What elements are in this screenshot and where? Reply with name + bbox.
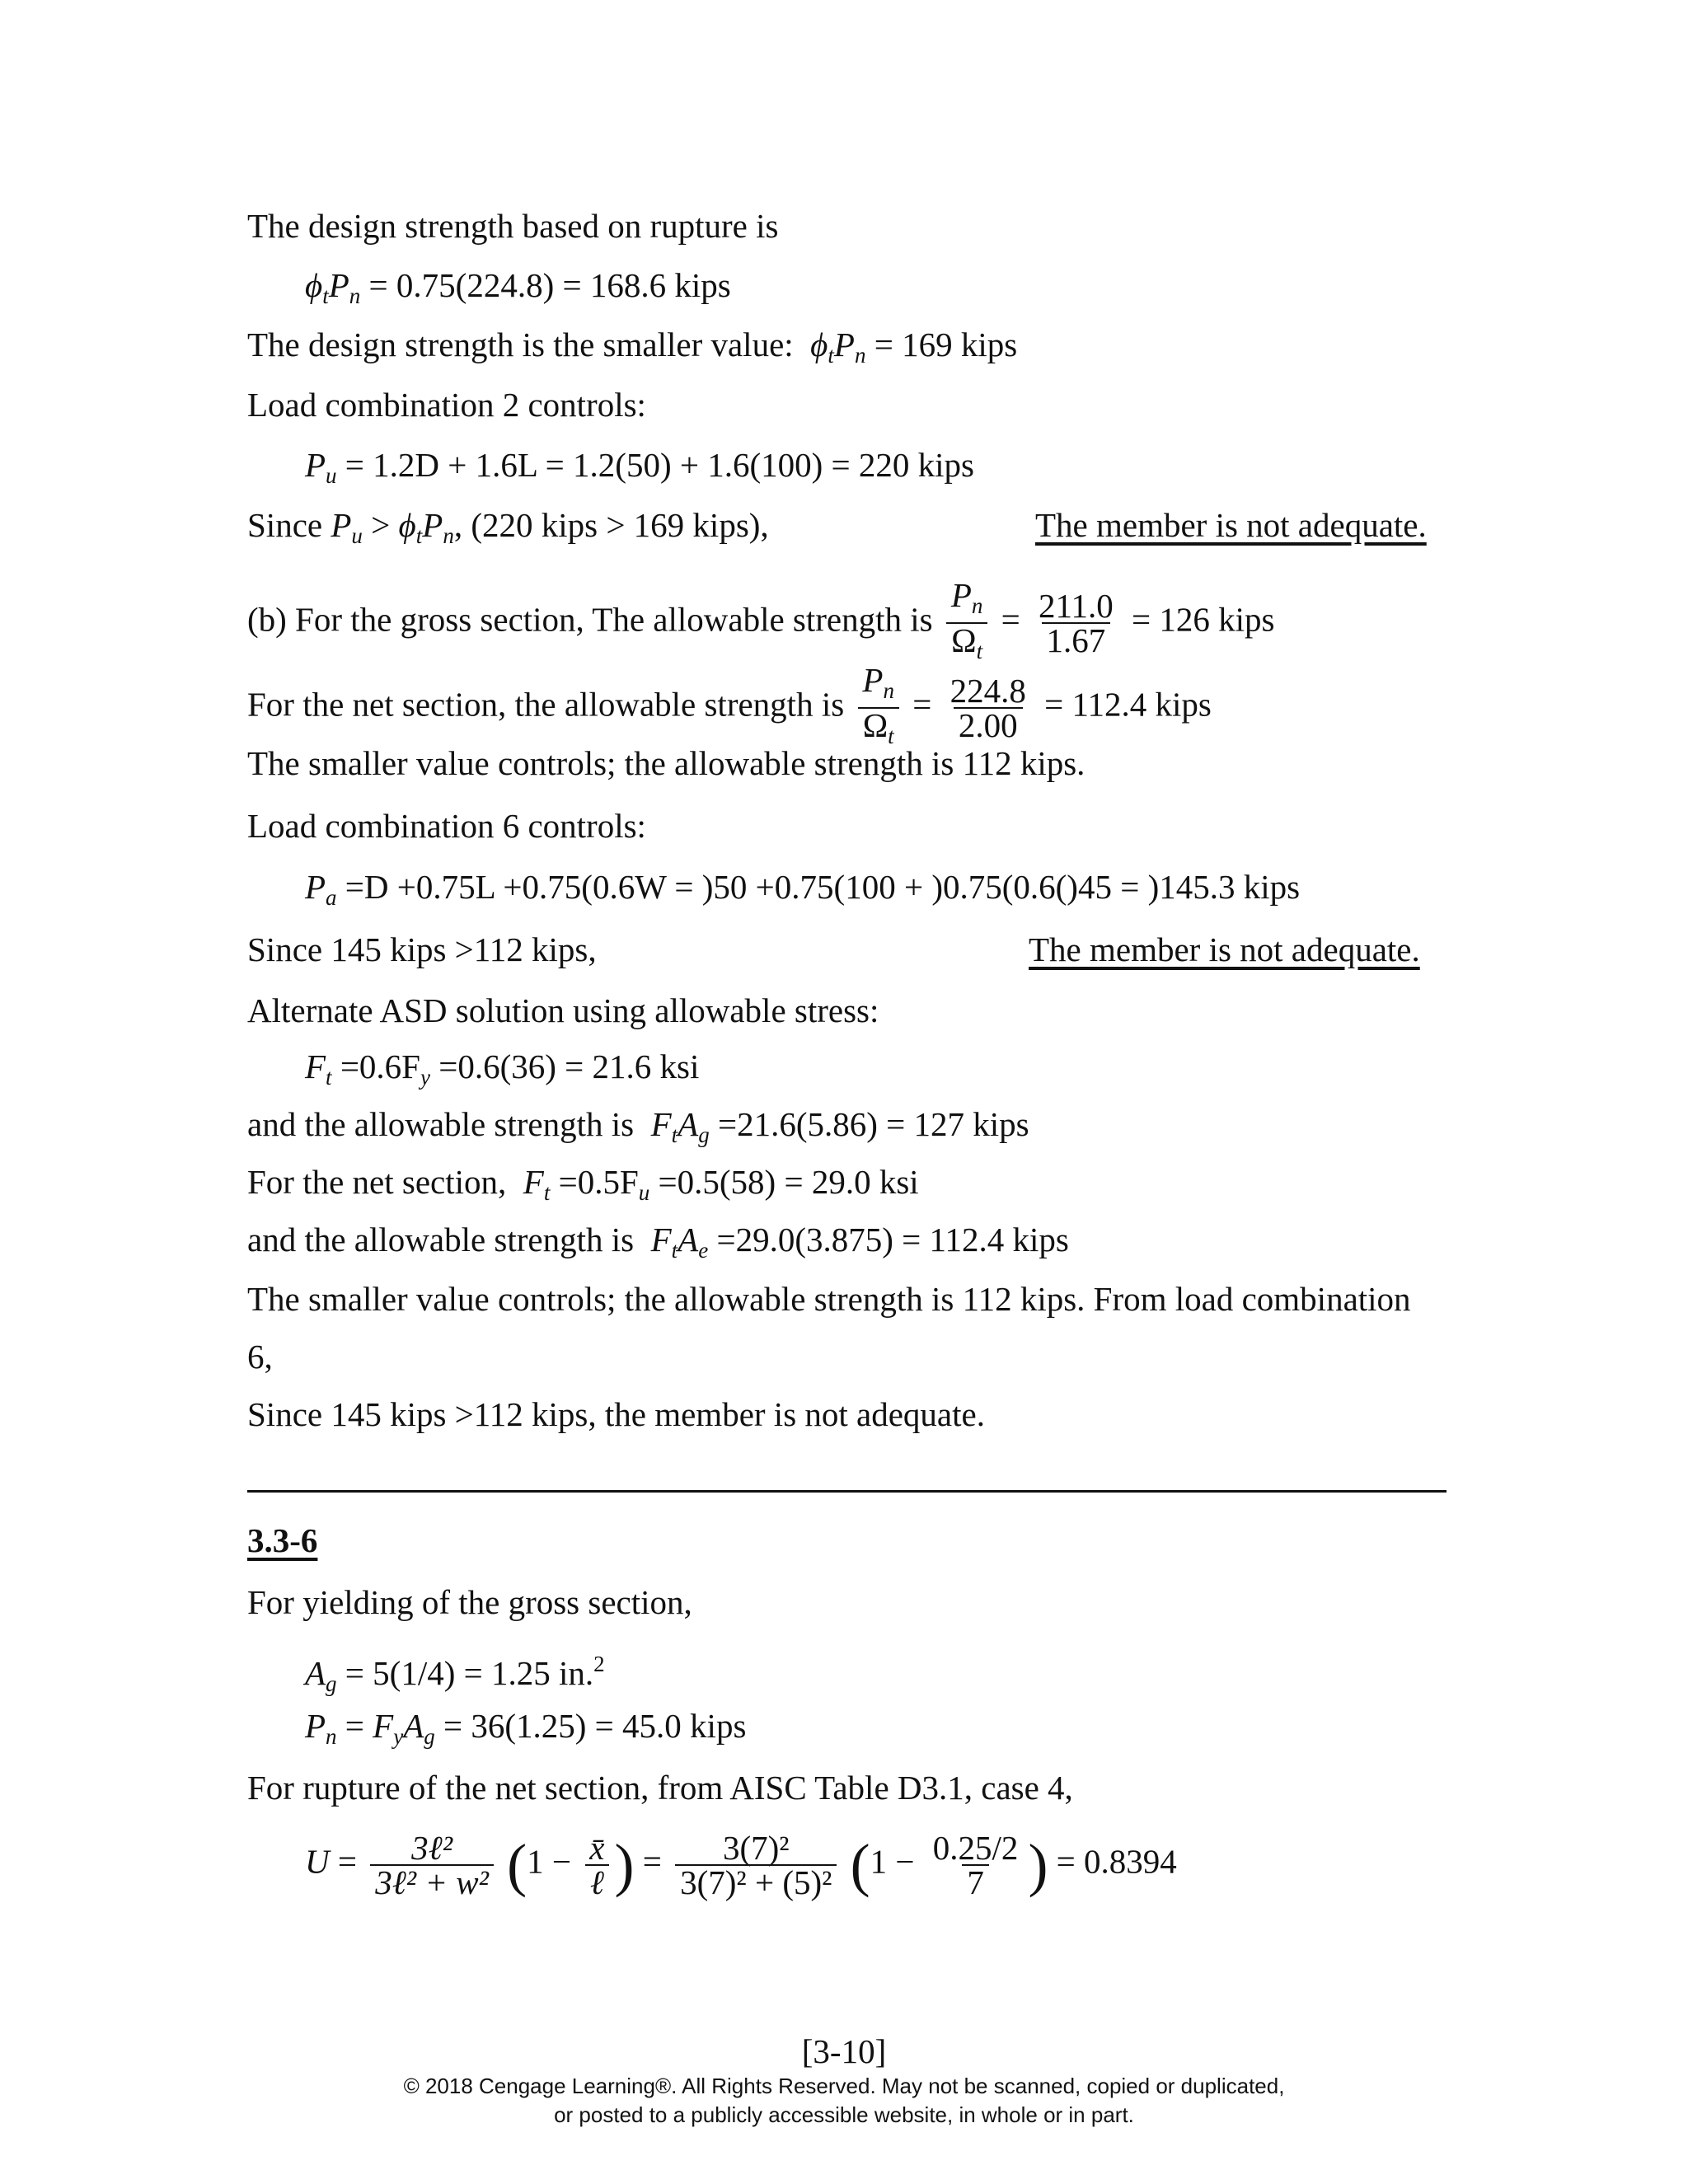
text-part: Since xyxy=(247,506,323,544)
section-divider xyxy=(247,1490,1447,1493)
numerator: x̄ xyxy=(589,1829,605,1867)
text-line: Since $P_u > \phi_tP_n$, (220 kips > 169 kips), xyxy=(247,506,769,548)
fraction xyxy=(584,1831,609,1899)
equation-part: =29.0(3.875) = 112.4 kips xyxy=(708,1221,1069,1258)
text-part: (b) For the gross section, The allowable strength is xyxy=(247,600,933,639)
fraction xyxy=(945,674,1031,742)
equation-tail: = 1.2D + 1.6L = 1.2(50) + 1.6(100) = 220 kips xyxy=(336,446,975,484)
problem-heading: 3.3-6 xyxy=(247,1521,318,1559)
text-line: Alternate ASD solution using allowable stress: xyxy=(247,991,879,1029)
denominator: 3ℓ² + w² xyxy=(370,1864,494,1899)
equation-tail: = 169 kips xyxy=(865,326,1018,363)
text-line: For the net section, $F_t =0.5F_u =0.5(58) = 29.0$ ksi xyxy=(247,1163,919,1205)
equation-line: $\phi_tP_n = 0.75(224.8) = 168.6$ kips xyxy=(305,266,731,308)
text-part: For the net section, xyxy=(247,1163,507,1201)
equation-part: =0.6F xyxy=(331,1047,420,1085)
text-line: The smaller value controls; the allowable strength is 112 kips. xyxy=(247,744,1085,782)
numerator: 211.0 xyxy=(1039,587,1114,625)
text-line: (b) For the gross section, The allowable strength is $\frac{P_n}{\Omega_t}$ = $\frac{211.0}{1.67}$ = 126 kips xyxy=(247,579,1275,668)
text-line: For yielding of the gross section, xyxy=(247,1583,692,1621)
equation-line: $F_t =0.6F_y =0.6(36) = 21.6$ ksi xyxy=(305,1047,700,1090)
fraction xyxy=(675,1831,837,1899)
conclusion-text: The member is not adequate. xyxy=(1035,506,1427,544)
equation-line: U = $\frac{\text{3ℓ²}}{\text{3ℓ² + w²}}$ (1 − $\frac{x̄}{\text{ℓ}}$ ) = $\frac{\text{3(7)²}}{\text{3(7)² + (5)²}}$ (1 − $\frac{0.25/2}{7}$ ) = 0.8394 xyxy=(305,1829,1177,1901)
equation-line: $A_g = 5(1/4) = 1.25$ in.$^2$ xyxy=(305,1652,605,1696)
page-number: [3-10] xyxy=(801,2032,887,2070)
result: = 112.4 kips xyxy=(1044,685,1212,724)
equation-line: $P_n = F_yA_g = 36(1.25) = 45.0$ kips xyxy=(305,1707,747,1749)
text-line: and the allowable strength is $F_tA_e =29.0(3.875) = 112.4$ kips xyxy=(247,1221,1069,1263)
text-line: The design strength based on rupture is xyxy=(247,207,779,245)
equation-line: $P_a =D +0.75L +0.75(0.6W = )50 +0.75(100 + )0.75(0.6()45 = )145.3$ kips xyxy=(305,868,1301,910)
result: = 0.8394 xyxy=(1056,1842,1177,1881)
equation-line: $P_u = 1.2D + 1.6L = 1.2(50) + 1.6(100) = 220$ kips xyxy=(305,446,975,488)
equation-tail: = 36(1.25) = 45.0 kips xyxy=(434,1707,747,1745)
text-line: For the net section, the allowable strength is $\frac{P_n}{\Omega_t}$ = $\frac{224.8}{2.00}$ = 112.4 kips xyxy=(247,663,1212,752)
text-line: Load combination 2 controls: xyxy=(247,386,646,424)
copyright-line: or posted to a publicly accessible website, in whole or in part. xyxy=(554,2102,1134,2127)
text-part: , (220 kips > 169 kips), xyxy=(453,506,769,544)
fraction: $\frac{P_n}{\Omega_t}$ xyxy=(946,579,988,668)
text-part: and the allowable strength is xyxy=(247,1221,635,1258)
denominator: 2.00 xyxy=(954,707,1023,742)
text-part: The design strength is the smaller value: xyxy=(247,326,794,363)
numerator: 0.25/2 xyxy=(932,1829,1019,1867)
denominator: 1.67 xyxy=(1042,622,1111,657)
fraction xyxy=(370,1831,494,1899)
numerator: 3ℓ² xyxy=(411,1829,453,1867)
fraction: $\frac{P_n}{\Omega_t}$ xyxy=(857,663,899,752)
equation-part: =0.5F xyxy=(550,1163,639,1201)
text-line: Since 145 kips >112 kips, xyxy=(247,930,597,968)
numerator: 224.8 xyxy=(950,672,1026,710)
equation-part: =21.6(5.86) = 127 kips xyxy=(709,1105,1029,1143)
equation-tail: =D +0.75L +0.75(0.6W = )50 +0.75(100 + )0.75(0.6()45 = )145.3 kips xyxy=(336,868,1301,906)
equation-tail: = 5(1/4) = 1.25 in. xyxy=(336,1654,594,1692)
text-line: For rupture of the net section, from AISC Table D3.1, case 4, xyxy=(247,1769,1073,1807)
fraction xyxy=(1034,589,1118,657)
text-part: and the allowable strength is xyxy=(247,1105,635,1143)
text-part: For the net section, the allowable strength is xyxy=(247,685,845,724)
denominator: 7 xyxy=(962,1864,989,1899)
fraction xyxy=(928,1831,1024,1899)
text-line: Since 145 kips >112 kips, the member is not adequate. xyxy=(247,1395,985,1433)
copyright-line: © 2018 Cengage Learning®. All Rights Reserved. May not be scanned, copied or duplicated, xyxy=(403,2074,1285,2098)
result: = 126 kips xyxy=(1132,600,1275,639)
text-line: and the allowable strength is $F_tA_g =21.6(5.86) = 127$ kips xyxy=(247,1105,1029,1147)
text-line: 6, xyxy=(247,1338,273,1376)
equation-tail: = 0.75(224.8) = 168.6 kips xyxy=(360,266,731,304)
equation-part: =0.5(58) = 29.0 ksi xyxy=(649,1163,919,1201)
text-line: The design strength is the smaller value: $\phi_tP_n = 169$ kips xyxy=(247,326,1018,368)
denominator: ℓ xyxy=(585,1864,609,1899)
conclusion-text: The member is not adequate. xyxy=(1029,930,1420,968)
denominator: 3(7)² + (5)² xyxy=(675,1864,837,1899)
numerator: 3(7)² xyxy=(722,1829,790,1867)
text-line: Load combination 6 controls: xyxy=(247,807,646,845)
text-line: The smaller value controls; the allowable strength is 112 kips. From load combination xyxy=(247,1280,1411,1318)
equation-part: =0.6(36) = 21.6 ksi xyxy=(429,1047,700,1085)
